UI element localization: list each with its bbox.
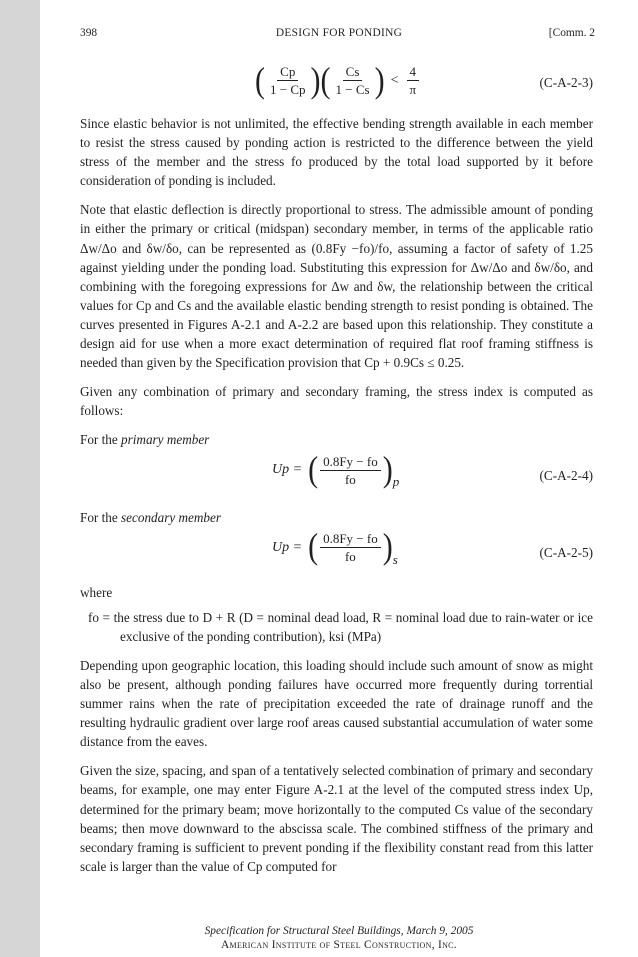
equation-c-a-2-3: ( $\frac{Cp}{1 - Cp}$ ) ( $\frac{Cs}{1 - Cs}$ ) < $\frac{4}{\pi}$ (C-A-2-3) xyxy=(255,60,593,100)
paragraph-2: Note that elastic deflection is directly proportional to stress. The admissible amount of ponding in either the primary or critical (midspan) secondary member, in terms of the applicable ratio Δw/Δo and δw/δo, can be represented as (0.8Fy −fo)/fo, assuming a factor of safety of 1.25 against yielding under the ponding load. Substituting this expression for Δw/Δo and δw/δo, and combining with the foregoing expressions for Δw and δw, the relationship between the critical values for Cp and Cs and the available elastic bending strength to resist ponding is obtained. The curves presented in Figures A-2.1 and A-2.2 are based upon this relationship. They constitute a design aid for use when a more exact determination of required flat roof framing stiffness is needed than given by the Specification provision that Cp + 0.9Cs ≤ 0.25. xyxy=(80,202,593,371)
page-gutter xyxy=(0,0,40,957)
equation-number: (C-A-2-5) xyxy=(539,544,593,560)
running-title: DESIGN FOR PONDING xyxy=(275,27,403,39)
paragraph-5: Given the size, spacing, and span of a tentatively selected combination of primary and secondary beams, for example, one may enter Figure A-2.1 at the level of the computed stress index Up, determined for the primary beam; move horizontally to the computed Cs value of the secondary beams; then move downward to the abscissa scale. The combined stiffness of the primary and secondary framing is sufficient to prevent ponding if the flexibility constant read from this latter scale is larger than the value of Cp computed for xyxy=(80,763,593,874)
equation-c-a-2-4: Up = ( $\frac{0.8Fy - fo}{fo}$ ) p (C-A-2-4) xyxy=(272,449,593,490)
equation-number: (C-A-2-4) xyxy=(539,467,593,483)
page-footer xyxy=(40,924,638,952)
fraction-cp: $\frac{Cp}{1 - Cp}$ xyxy=(270,64,306,97)
paragraph-3: Given any combination of primary and secondary framing, the stress index is computed as follows: xyxy=(80,384,593,419)
fraction-cs: $\frac{Cs}{1 - Cs}$ xyxy=(335,64,370,97)
where-label: where xyxy=(80,584,113,600)
document-page xyxy=(40,0,638,957)
body-text xyxy=(80,60,593,886)
footer-spec-title: Specification for Structural Steel Buildings, March 9, 2005 xyxy=(204,925,474,937)
secondary-member-lead: For the secondary member xyxy=(80,509,222,525)
section-label: [Comm. 2 xyxy=(548,27,595,39)
page-number: 398 xyxy=(80,27,98,39)
fraction-four-over-pi: $\frac{4}{\pi}$ xyxy=(406,64,419,97)
paragraph-4: Depending upon geographic location, this loading should include such amount of snow as might also be present, although ponding failures have occurred more frequently during torrential summer rains when the rate of precipitation exceeded the rate of drainage runoff and the resulting hydraulic gradient over large roof areas caused substantial accumulation of water some distance from the eaves. xyxy=(80,657,593,750)
where-definition: fo = the stress due to D + R (D = nominal dead load, R = nominal load due to rain-water or ice exclusive of the ponding contribution), ksi (MPa) xyxy=(88,609,593,644)
equation-c-a-2-5: Up = ( $\frac{0.8Fy - fo}{fo}$ ) s (C-A-2-5) xyxy=(272,526,593,567)
primary-member-lead: For the primary member xyxy=(80,432,210,448)
equation-number: (C-A-2-3) xyxy=(539,75,593,90)
paragraph-1: Since elastic behavior is not unlimited, the effective bending strength available in each member to resist the stress caused by ponding action is restricted to the difference between the yield stress of the member and the stress fo produced by the total load supported by it before consideration of ponding is included. xyxy=(80,116,593,189)
footer-publisher: American Institute of Steel Construction, Inc. xyxy=(221,939,457,951)
